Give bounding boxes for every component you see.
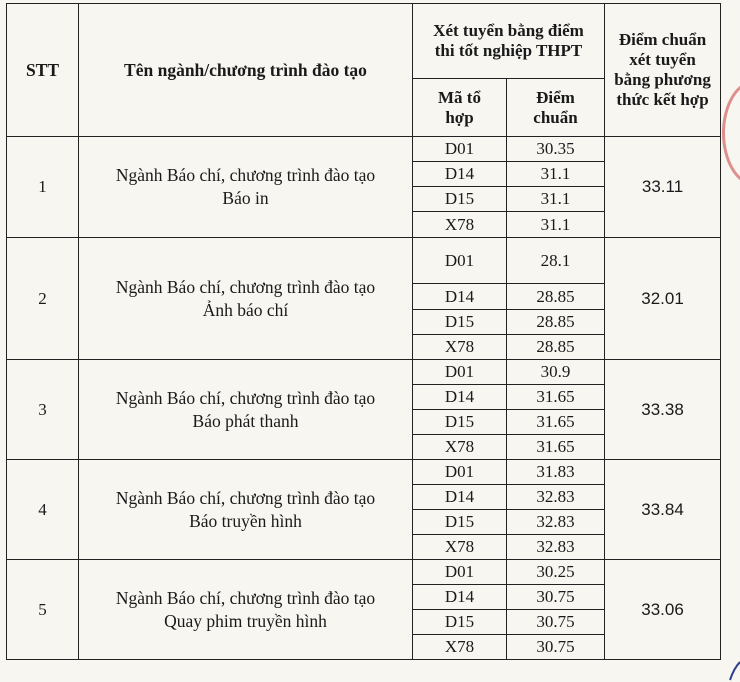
cutoff-score: 31.65	[507, 435, 605, 460]
cutoff-score: 28.1	[507, 238, 605, 284]
row-program-name	[79, 460, 413, 560]
cutoff-score: 30.75	[507, 610, 605, 635]
combo-code: D14	[413, 284, 507, 310]
combo-code: D15	[413, 410, 507, 435]
program-line: Ngành Báo chí, chương trình đào tạo	[115, 387, 376, 408]
cutoff-score: 31.1	[507, 212, 605, 238]
header-combo-code: Mã tổ hợp	[413, 79, 507, 137]
row-stt: 5	[7, 560, 79, 660]
combo-code: X78	[413, 635, 507, 660]
combo-code: D01	[413, 238, 507, 284]
header-thpt-group: Xét tuyển bằng điểm thi tốt nghiệp THPT	[413, 4, 605, 79]
header-program: Tên ngành/chương trình đào tạo	[79, 4, 413, 137]
program-line: Báo phát thanh	[192, 410, 299, 431]
cutoff-score: 32.83	[507, 535, 605, 560]
cutoff-score: 31.1	[507, 187, 605, 212]
cutoff-score: 31.1	[507, 162, 605, 187]
admission-scores-table	[6, 3, 721, 660]
program-line: Báo truyền hình	[189, 510, 302, 531]
row-stt: 3	[7, 360, 79, 460]
combined-score: 33.06	[605, 560, 721, 660]
row-stt: 4	[7, 460, 79, 560]
cutoff-score: 28.85	[507, 335, 605, 360]
combo-code: D01	[413, 360, 507, 385]
row-program-name	[79, 137, 413, 238]
combo-code: D15	[413, 610, 507, 635]
header-cutoff-score: Điểm chuẩn	[507, 79, 605, 137]
combo-code: D15	[413, 187, 507, 212]
header-combined-score: Điểm chuẩn xét tuyển bằng phương thức kết hợp	[605, 4, 721, 137]
cutoff-score: 30.35	[507, 137, 605, 162]
combined-score: 33.84	[605, 460, 721, 560]
row-program-name	[79, 560, 413, 660]
cutoff-score: 30.75	[507, 585, 605, 610]
header-stt: STT	[7, 4, 79, 137]
row-stt: 1	[7, 137, 79, 238]
cutoff-score: 28.85	[507, 284, 605, 310]
combo-code: X78	[413, 212, 507, 238]
cutoff-score: 31.83	[507, 460, 605, 485]
program-line: Báo in	[222, 188, 269, 208]
combined-score: 32.01	[605, 238, 721, 360]
row-stt: 2	[7, 238, 79, 360]
cutoff-score: 28.85	[507, 310, 605, 335]
row-program-name	[79, 238, 413, 360]
combo-code: D01	[413, 460, 507, 485]
program-line: Quay phim truyền hình	[164, 610, 327, 631]
cutoff-score: 30.25	[507, 560, 605, 585]
combo-code: D14	[413, 162, 507, 187]
program-line: Ngành Báo chí, chương trình đào tạo	[115, 276, 376, 297]
combo-code: D14	[413, 385, 507, 410]
combo-code: X78	[413, 535, 507, 560]
combined-score: 33.38	[605, 360, 721, 460]
cutoff-score: 32.83	[507, 510, 605, 535]
combo-code: X78	[413, 435, 507, 460]
combo-code: D01	[413, 137, 507, 162]
combo-code: D14	[413, 485, 507, 510]
cutoff-score: 31.65	[507, 385, 605, 410]
cutoff-score: 30.75	[507, 635, 605, 660]
combo-code: D14	[413, 585, 507, 610]
program-line: Ngành Báo chí, chương trình đào tạo	[115, 165, 376, 185]
combined-score: 33.11	[605, 137, 721, 238]
cutoff-score: 30.9	[507, 360, 605, 385]
cutoff-score: 32.83	[507, 485, 605, 510]
combo-code: D15	[413, 310, 507, 335]
red-seal-stamp	[722, 80, 740, 186]
program-line: Ảnh báo chí	[202, 299, 289, 320]
program-line: Ngành Báo chí, chương trình đào tạo	[115, 587, 376, 608]
combo-code: D15	[413, 510, 507, 535]
combo-code: X78	[413, 335, 507, 360]
program-line: Ngành Báo chí, chương trình đào tạo	[115, 487, 376, 508]
ink-signature-mark	[728, 660, 740, 682]
combo-code: D01	[413, 560, 507, 585]
row-program-name	[79, 360, 413, 460]
cutoff-score: 31.65	[507, 410, 605, 435]
